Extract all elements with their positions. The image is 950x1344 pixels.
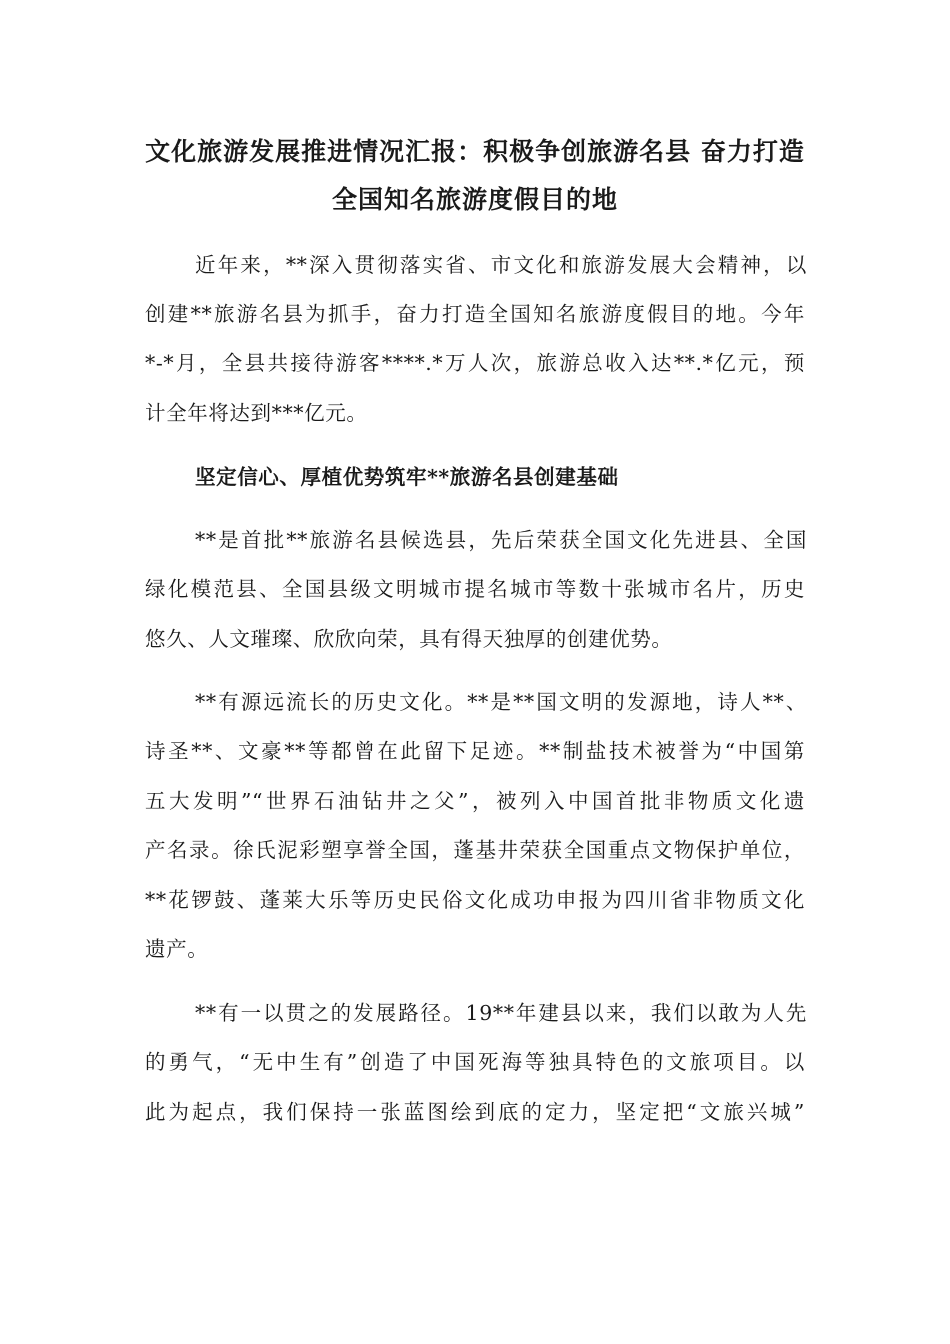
- paragraph-3-line-6: 遗产。: [145, 937, 209, 961]
- paragraph-1-line-1: 近年来，**深入贯彻落实省、市文化和旅游发展大会精神，以: [195, 253, 807, 277]
- paragraph-3-line-5: **花锣鼓、蓬莱大乐等历史民俗文化成功申报为四川省非物质文化: [145, 888, 805, 912]
- paragraph-2-line-2: 绿化模范县、全国县级文明城市提名城市等数十张城市名片，历史: [145, 577, 805, 601]
- paragraph-3-line-2: 诗圣**、文豪**等都曾在此留下足迹。**制盐技术被誉为“中国第: [145, 739, 805, 763]
- paragraph-2-line-3: 悠久、人文璀璨、欣欣向荣，具有得天独厚的创建优势。: [145, 627, 673, 651]
- paragraph-1-line-4: 计全年将达到***亿元。: [145, 401, 368, 425]
- paragraph-3-line-1: **有源远流长的历史文化。**是**国文明的发源地，诗人**、: [195, 690, 807, 714]
- paragraph-4-line-1: **有一以贯之的发展路径。19**年建县以来，我们以敢为人先: [195, 1001, 807, 1025]
- paragraph-1-line-2: 创建**旅游名县为抓手，奋力打造全国知名旅游度假目的地。今年: [145, 302, 805, 326]
- paragraph-4-line-2: 的勇气，“无中生有”创造了中国死海等独具特色的文旅项目。以: [145, 1050, 805, 1074]
- paragraph-3-line-4: 产名录。徐氏泥彩塑享誉全国，蓬基井荣获全国重点文物保护单位，: [145, 838, 805, 862]
- paragraph-2-line-1: **是首批**旅游名县候选县，先后荣获全国文化先进县、全国: [195, 528, 807, 552]
- section-heading: 坚定信心、厚植优势筑牢**旅游名县创建基础: [195, 465, 619, 489]
- paragraph-4-line-3: 此为起点，我们保持一张蓝图绘到底的定力，坚定把“文旅兴城”: [145, 1100, 805, 1124]
- document-title-line-2: 全国知名旅游度假目的地: [331, 185, 618, 214]
- document-title-line-1: 文化旅游发展推进情况汇报：积极争创旅游名县 奋力打造: [145, 137, 805, 166]
- paragraph-1-line-3: *-*月，全县共接待游客****.*万人次，旅游总收入达**.*亿元，预: [145, 351, 805, 375]
- paragraph-3-line-3: 五大发明”“世界石油钻井之父”，被列入中国首批非物质文化遗: [145, 789, 805, 813]
